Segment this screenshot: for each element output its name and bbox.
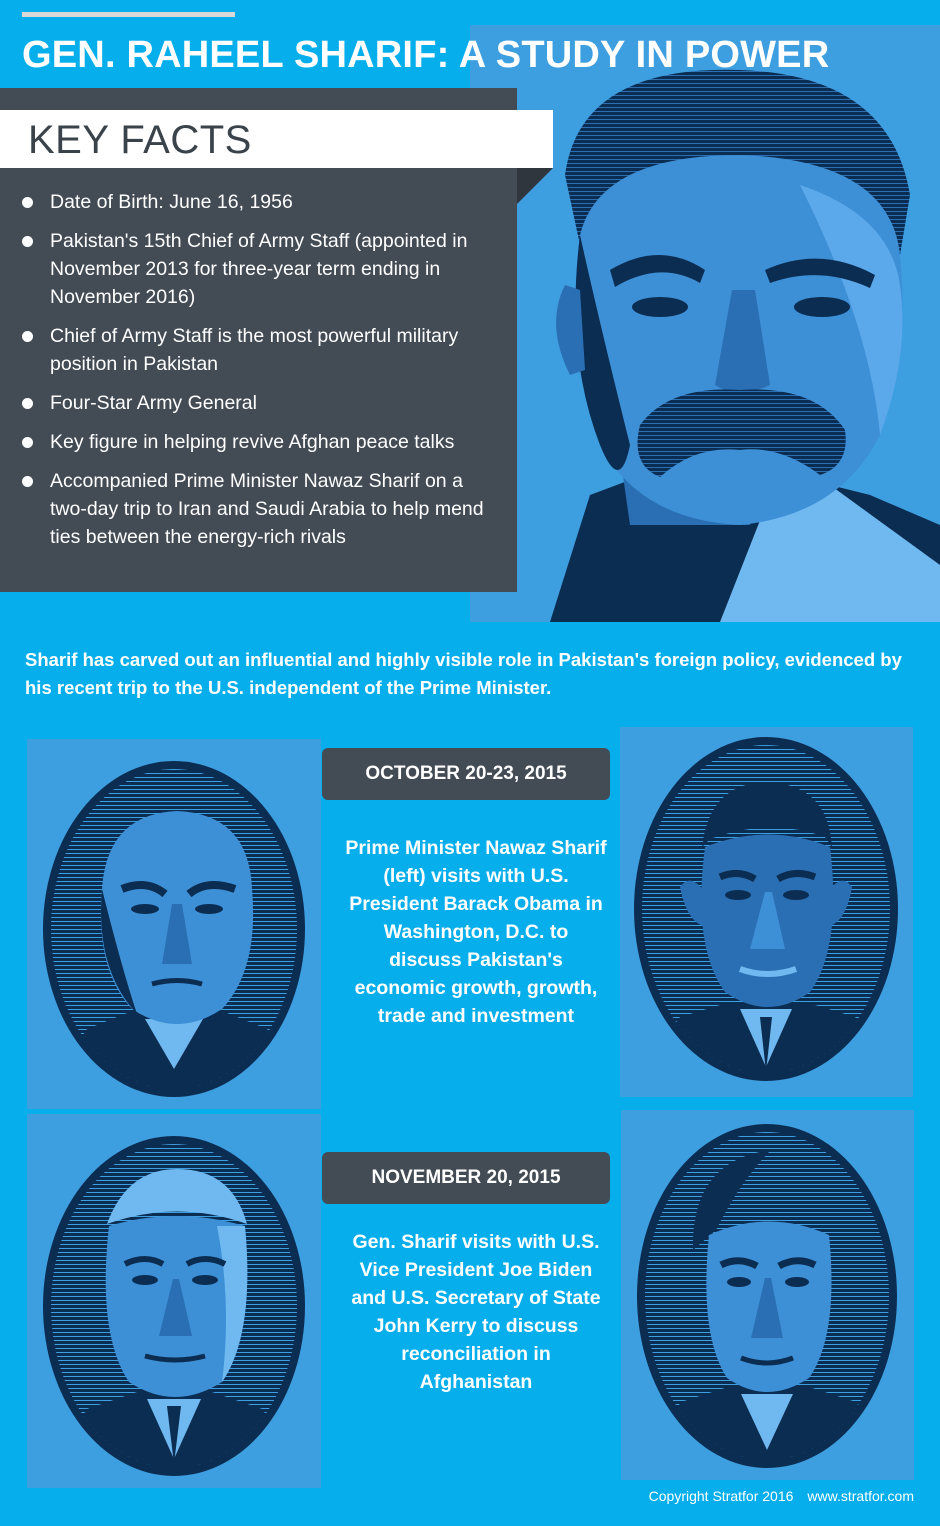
lead-text: Sharif has carved out an influential and highly visible role in Pakistan's foreign policy, evidenced by his recent trip to the U.S. independent of the Prime Minister. (25, 649, 902, 698)
bullet-icon (22, 476, 33, 487)
list-item (22, 322, 502, 378)
website-link[interactable]: www.stratfor.com (807, 1488, 914, 1504)
bullet-icon (22, 331, 33, 342)
list-item (22, 227, 502, 311)
portrait-barack-obama (620, 727, 913, 1097)
list-item (22, 188, 502, 216)
key-facts-header (0, 110, 553, 168)
bullet-icon (22, 236, 33, 247)
event-date-november: NOVEMBER 20, 2015 (322, 1152, 610, 1204)
key-facts-header-fold (517, 168, 553, 204)
portrait-oval (27, 1114, 321, 1488)
fact-text: Pakistan's 15th Chief of Army Staff (appointed in November 2013 for three-year term ending in November 2016) (50, 230, 468, 308)
footer (635, 1488, 914, 1504)
key-facts-list (22, 188, 502, 562)
portrait-john-kerry (621, 1110, 914, 1480)
fact-text: Key figure in helping revive Afghan peace talks (50, 431, 455, 453)
fact-text: Four-Star Army General (50, 392, 257, 414)
event-description-november: Gen. Sharif visits with U.S. Vice President Joe Biden and U.S. Secretary of State John Kerry to discuss reconciliation in Afghanistan (351, 1231, 601, 1393)
list-item (22, 467, 502, 551)
portrait-oval (620, 727, 913, 1097)
fact-text: Chief of Army Staff is the most powerful military position in Pakistan (50, 325, 459, 375)
list-item (22, 428, 502, 456)
event-description-october: Prime Minister Nawaz Sharif (left) visits with U.S. President Barack Obama in Washington, D.C. to discuss Pakistan's economic growth, growth, trade and investment (345, 837, 607, 1027)
portrait-oval (621, 1110, 914, 1480)
key-facts-heading: KEY FACTS (28, 118, 252, 162)
copyright-text: Copyright Stratfor 2016 (648, 1488, 794, 1504)
page-title: GEN. RAHEEL SHARIF: A STUDY IN POWER (22, 34, 830, 76)
top-accent-line (22, 12, 235, 17)
portrait-nawaz-sharif (27, 739, 321, 1109)
bullet-icon (22, 398, 33, 409)
portrait-joe-biden (27, 1114, 321, 1488)
portrait-oval (27, 739, 321, 1109)
bullet-icon (22, 437, 33, 448)
bullet-icon (22, 197, 33, 208)
list-item (22, 389, 502, 417)
fact-text: Accompanied Prime Minister Nawaz Sharif on a two-day trip to Iran and Saudi Arabia to help mend ties between the energy-rich rivals (50, 470, 484, 548)
fact-text: Date of Birth: June 16, 1956 (50, 191, 293, 213)
event-date-october: OCTOBER 20-23, 2015 (322, 748, 610, 800)
